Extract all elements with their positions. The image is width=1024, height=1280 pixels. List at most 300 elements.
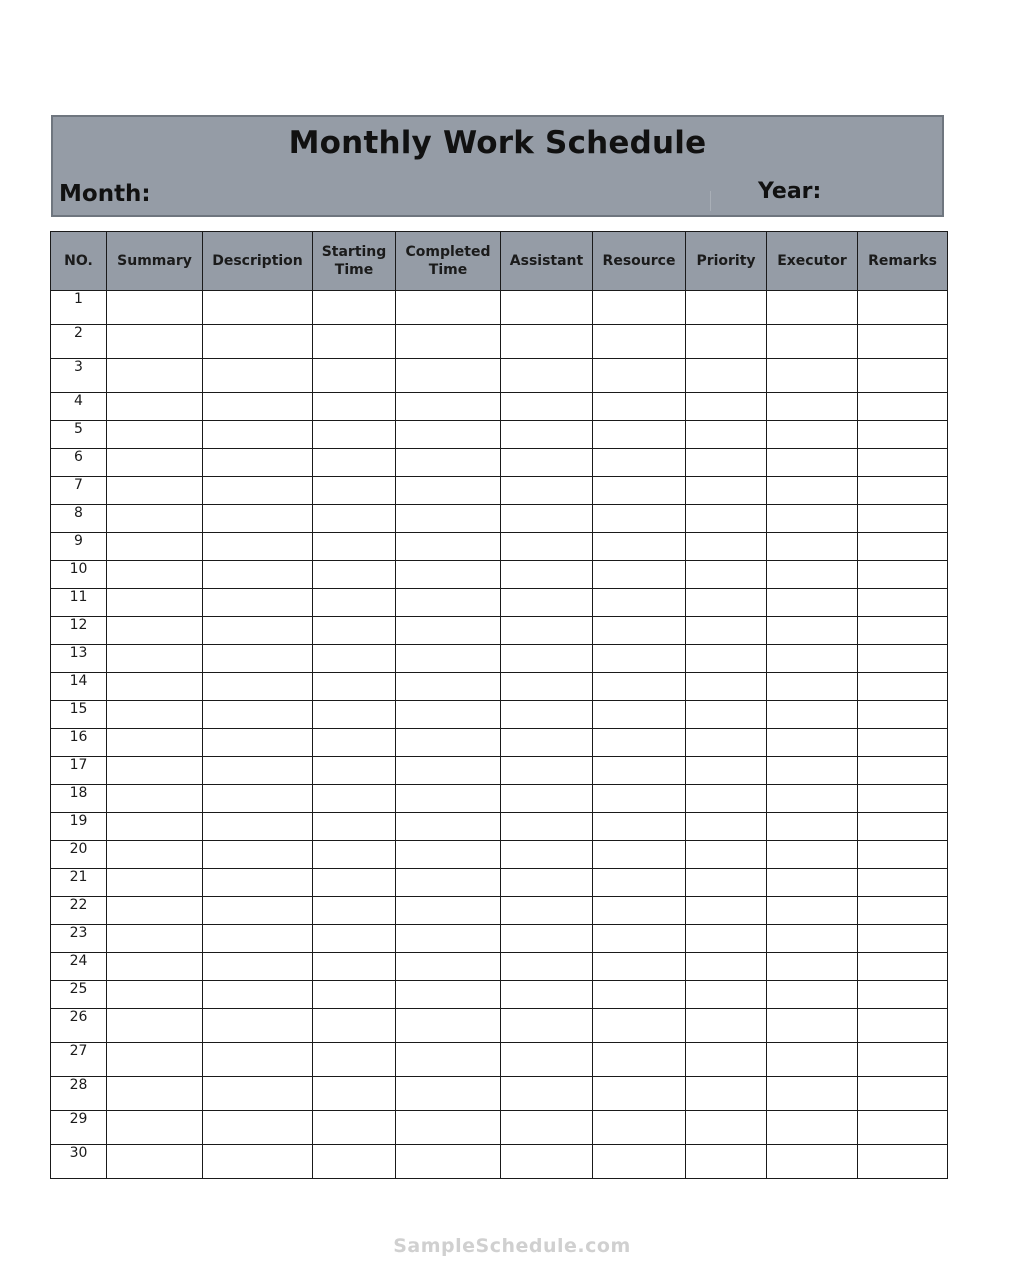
- table-cell[interactable]: [686, 1009, 767, 1043]
- row-number: 28: [51, 1077, 107, 1111]
- table-cell[interactable]: [501, 421, 593, 449]
- table-cell[interactable]: [767, 291, 858, 325]
- table-cell[interactable]: [593, 1043, 686, 1077]
- table-cell[interactable]: [593, 393, 686, 421]
- table-cell[interactable]: [593, 1009, 686, 1043]
- table-cell[interactable]: [396, 589, 501, 617]
- table-cell[interactable]: [858, 645, 948, 673]
- table-cell[interactable]: [767, 841, 858, 869]
- table-cell[interactable]: [501, 701, 593, 729]
- table-cell[interactable]: [313, 785, 396, 813]
- table-cell[interactable]: [501, 673, 593, 701]
- table-cell[interactable]: [593, 813, 686, 841]
- table-cell[interactable]: [107, 953, 203, 981]
- table-cell[interactable]: [686, 1043, 767, 1077]
- table-cell[interactable]: [858, 897, 948, 925]
- table-cell[interactable]: [396, 953, 501, 981]
- table-cell[interactable]: [767, 589, 858, 617]
- table-cell[interactable]: [203, 449, 313, 477]
- table-cell[interactable]: [858, 421, 948, 449]
- table-cell[interactable]: [501, 505, 593, 533]
- table-cell[interactable]: [396, 785, 501, 813]
- table-cell[interactable]: [593, 561, 686, 589]
- table-cell[interactable]: [107, 729, 203, 757]
- table-cell[interactable]: [593, 841, 686, 869]
- table-cell[interactable]: [593, 421, 686, 449]
- table-row: [51, 729, 948, 757]
- table-cell[interactable]: [686, 589, 767, 617]
- table-cell[interactable]: [501, 359, 593, 393]
- table-cell[interactable]: [593, 1111, 686, 1145]
- table-cell[interactable]: [313, 449, 396, 477]
- column-header-assistant: Assistant: [501, 232, 593, 291]
- table-cell[interactable]: [313, 291, 396, 325]
- table-cell[interactable]: [767, 673, 858, 701]
- table-cell[interactable]: [858, 757, 948, 785]
- table-cell[interactable]: [501, 589, 593, 617]
- table-cell[interactable]: [858, 291, 948, 325]
- table-cell[interactable]: [858, 785, 948, 813]
- table-cell[interactable]: [107, 1077, 203, 1111]
- table-cell[interactable]: [396, 325, 501, 359]
- table-cell[interactable]: [501, 813, 593, 841]
- table-cell[interactable]: [107, 1009, 203, 1043]
- table-cell[interactable]: [203, 393, 313, 421]
- table-cell[interactable]: [593, 981, 686, 1009]
- table-cell[interactable]: [203, 589, 313, 617]
- table-cell[interactable]: [686, 729, 767, 757]
- table-cell[interactable]: [593, 589, 686, 617]
- table-cell[interactable]: [767, 925, 858, 953]
- table-cell[interactable]: [313, 869, 396, 897]
- table-cell[interactable]: [107, 393, 203, 421]
- table-cell[interactable]: [203, 1111, 313, 1145]
- table-cell[interactable]: [767, 1009, 858, 1043]
- table-cell[interactable]: [313, 1111, 396, 1145]
- row-number: 29: [51, 1111, 107, 1145]
- table-cell[interactable]: [203, 617, 313, 645]
- row-number: 21: [51, 869, 107, 897]
- schedule-table: [50, 231, 948, 1179]
- table-cell[interactable]: [107, 533, 203, 561]
- table-row: [51, 785, 948, 813]
- table-cell[interactable]: [767, 813, 858, 841]
- table-cell[interactable]: [767, 1111, 858, 1145]
- table-cell[interactable]: [203, 813, 313, 841]
- table-cell[interactable]: [593, 925, 686, 953]
- table-cell[interactable]: [203, 421, 313, 449]
- table-cell[interactable]: [203, 291, 313, 325]
- table-cell[interactable]: [686, 785, 767, 813]
- table-cell[interactable]: [858, 925, 948, 953]
- table-cell[interactable]: [107, 617, 203, 645]
- table-cell[interactable]: [203, 757, 313, 785]
- table-cell[interactable]: [858, 841, 948, 869]
- table-cell[interactable]: [501, 757, 593, 785]
- table-cell[interactable]: [203, 1009, 313, 1043]
- table-cell[interactable]: [107, 785, 203, 813]
- table-cell[interactable]: [593, 533, 686, 561]
- table-cell[interactable]: [396, 1111, 501, 1145]
- table-cell[interactable]: [858, 1077, 948, 1111]
- column-header-completed-time: Completed Time: [396, 232, 501, 291]
- table-cell[interactable]: [396, 897, 501, 925]
- table-cell[interactable]: [203, 701, 313, 729]
- table-cell[interactable]: [767, 869, 858, 897]
- table-cell[interactable]: [593, 325, 686, 359]
- table-cell[interactable]: [593, 729, 686, 757]
- table-cell[interactable]: [107, 325, 203, 359]
- table-cell[interactable]: [501, 869, 593, 897]
- month-label: Month:: [59, 181, 151, 207]
- table-cell[interactable]: [313, 841, 396, 869]
- table-cell[interactable]: [313, 953, 396, 981]
- table-cell[interactable]: [686, 813, 767, 841]
- table-cell[interactable]: [858, 505, 948, 533]
- table-cell[interactable]: [313, 477, 396, 505]
- table-cell[interactable]: [501, 953, 593, 981]
- table-cell[interactable]: [313, 325, 396, 359]
- table-cell[interactable]: [593, 477, 686, 505]
- table-cell[interactable]: [593, 359, 686, 393]
- table-cell[interactable]: [593, 1145, 686, 1179]
- table-cell[interactable]: [686, 505, 767, 533]
- table-cell[interactable]: [767, 449, 858, 477]
- table-cell[interactable]: [501, 1043, 593, 1077]
- table-cell[interactable]: [593, 449, 686, 477]
- table-cell[interactable]: [767, 897, 858, 925]
- table-cell[interactable]: [107, 477, 203, 505]
- table-cell[interactable]: [501, 1009, 593, 1043]
- table-cell[interactable]: [501, 477, 593, 505]
- table-cell[interactable]: [203, 673, 313, 701]
- table-cell[interactable]: [686, 757, 767, 785]
- table-cell[interactable]: [686, 533, 767, 561]
- table-cell[interactable]: [767, 561, 858, 589]
- table-cell[interactable]: [501, 925, 593, 953]
- table-cell[interactable]: [313, 1043, 396, 1077]
- table-cell[interactable]: [107, 813, 203, 841]
- table-cell[interactable]: [593, 1077, 686, 1111]
- table-cell[interactable]: [767, 325, 858, 359]
- row-number: 26: [51, 1009, 107, 1043]
- table-cell[interactable]: [593, 953, 686, 981]
- table-cell[interactable]: [313, 701, 396, 729]
- table-cell[interactable]: [858, 533, 948, 561]
- table-cell[interactable]: [686, 981, 767, 1009]
- table-cell[interactable]: [767, 785, 858, 813]
- table-cell[interactable]: [313, 925, 396, 953]
- table-cell[interactable]: [501, 785, 593, 813]
- table-cell[interactable]: [686, 561, 767, 589]
- table-cell[interactable]: [686, 421, 767, 449]
- table-cell[interactable]: [107, 869, 203, 897]
- table-cell[interactable]: [767, 533, 858, 561]
- table-cell[interactable]: [767, 1145, 858, 1179]
- table-cell[interactable]: [396, 561, 501, 589]
- table-cell[interactable]: [396, 673, 501, 701]
- watermark-text: SampleSchedule.com: [393, 1235, 631, 1257]
- table-cell[interactable]: [858, 1009, 948, 1043]
- table-cell[interactable]: [686, 645, 767, 673]
- table-cell[interactable]: [593, 617, 686, 645]
- table-cell[interactable]: [858, 477, 948, 505]
- table-cell[interactable]: [396, 729, 501, 757]
- table-cell[interactable]: [858, 393, 948, 421]
- table-cell[interactable]: [203, 477, 313, 505]
- table-cell[interactable]: [858, 359, 948, 393]
- table-cell[interactable]: [313, 1077, 396, 1111]
- title-banner: [51, 115, 944, 217]
- table-cell[interactable]: [686, 701, 767, 729]
- row-number: 19: [51, 813, 107, 841]
- table-cell[interactable]: [686, 953, 767, 981]
- table-cell[interactable]: [203, 1043, 313, 1077]
- table-cell[interactable]: [686, 449, 767, 477]
- table-cell[interactable]: [313, 1145, 396, 1179]
- table-cell[interactable]: [203, 953, 313, 981]
- table-cell[interactable]: [858, 449, 948, 477]
- table-cell[interactable]: [313, 561, 396, 589]
- table-cell[interactable]: [107, 561, 203, 589]
- table-cell[interactable]: [501, 1145, 593, 1179]
- table-cell[interactable]: [203, 897, 313, 925]
- table-cell[interactable]: [686, 477, 767, 505]
- table-cell[interactable]: [396, 1009, 501, 1043]
- table-cell[interactable]: [396, 841, 501, 869]
- table-row: [51, 449, 948, 477]
- table-cell[interactable]: [767, 981, 858, 1009]
- table-cell[interactable]: [501, 325, 593, 359]
- table-row: [51, 505, 948, 533]
- table-cell[interactable]: [107, 1043, 203, 1077]
- table-cell[interactable]: [313, 589, 396, 617]
- table-cell[interactable]: [593, 673, 686, 701]
- table-cell[interactable]: [858, 813, 948, 841]
- table-cell[interactable]: [396, 813, 501, 841]
- table-cell[interactable]: [396, 533, 501, 561]
- table-cell[interactable]: [858, 1111, 948, 1145]
- table-cell[interactable]: [686, 673, 767, 701]
- table-cell[interactable]: [501, 291, 593, 325]
- table-cell[interactable]: [203, 325, 313, 359]
- table-cell[interactable]: [767, 393, 858, 421]
- table-cell[interactable]: [767, 1077, 858, 1111]
- table-cell[interactable]: [858, 589, 948, 617]
- table-cell[interactable]: [313, 505, 396, 533]
- table-cell[interactable]: [858, 617, 948, 645]
- table-cell[interactable]: [107, 645, 203, 673]
- table-cell[interactable]: [203, 561, 313, 589]
- table-cell[interactable]: [858, 673, 948, 701]
- table-cell[interactable]: [858, 1043, 948, 1077]
- table-cell[interactable]: [767, 701, 858, 729]
- table-cell[interactable]: [313, 359, 396, 393]
- table-cell[interactable]: [767, 421, 858, 449]
- table-cell[interactable]: [686, 325, 767, 359]
- table-cell[interactable]: [107, 757, 203, 785]
- table-cell[interactable]: [593, 645, 686, 673]
- table-row: [51, 897, 948, 925]
- table-cell[interactable]: [203, 505, 313, 533]
- table-cell[interactable]: [767, 729, 858, 757]
- table-cell[interactable]: [203, 1077, 313, 1111]
- table-cell[interactable]: [107, 449, 203, 477]
- table-row: [51, 1145, 948, 1179]
- table-cell[interactable]: [396, 505, 501, 533]
- table-cell[interactable]: [767, 953, 858, 981]
- page-title: Monthly Work Schedule: [288, 125, 707, 161]
- table-cell[interactable]: [501, 533, 593, 561]
- year-label: Year:: [758, 179, 822, 204]
- table-cell[interactable]: [501, 729, 593, 757]
- table-cell[interactable]: [313, 1009, 396, 1043]
- table-cell[interactable]: [107, 1145, 203, 1179]
- table-cell[interactable]: [593, 869, 686, 897]
- table-cell[interactable]: [107, 589, 203, 617]
- table-cell[interactable]: [203, 869, 313, 897]
- table-cell[interactable]: [501, 617, 593, 645]
- table-cell[interactable]: [767, 505, 858, 533]
- table-cell[interactable]: [858, 1145, 948, 1179]
- table-cell[interactable]: [313, 673, 396, 701]
- table-cell[interactable]: [396, 291, 501, 325]
- table-cell[interactable]: [107, 421, 203, 449]
- table-cell[interactable]: [396, 617, 501, 645]
- table-cell[interactable]: [858, 561, 948, 589]
- table-cell[interactable]: [396, 925, 501, 953]
- table-cell[interactable]: [107, 359, 203, 393]
- table-cell[interactable]: [313, 617, 396, 645]
- table-cell[interactable]: [107, 291, 203, 325]
- table-cell[interactable]: [313, 533, 396, 561]
- table-cell[interactable]: [686, 617, 767, 645]
- table-cell[interactable]: [501, 645, 593, 673]
- table-cell[interactable]: [396, 981, 501, 1009]
- table-cell[interactable]: [396, 1043, 501, 1077]
- row-number: 11: [51, 589, 107, 617]
- table-cell[interactable]: [501, 897, 593, 925]
- table-cell[interactable]: [686, 359, 767, 393]
- row-number: 25: [51, 981, 107, 1009]
- table-cell[interactable]: [396, 421, 501, 449]
- table-cell[interactable]: [501, 393, 593, 421]
- table-cell[interactable]: [313, 729, 396, 757]
- table-cell[interactable]: [396, 1145, 501, 1179]
- table-cell[interactable]: [396, 757, 501, 785]
- table-row: [51, 673, 948, 701]
- table-cell[interactable]: [858, 325, 948, 359]
- table-cell[interactable]: [593, 757, 686, 785]
- table-cell[interactable]: [203, 981, 313, 1009]
- table-cell[interactable]: [313, 757, 396, 785]
- table-cell[interactable]: [593, 701, 686, 729]
- table-cell[interactable]: [858, 869, 948, 897]
- table-cell[interactable]: [313, 645, 396, 673]
- table-cell[interactable]: [313, 813, 396, 841]
- table-cell[interactable]: [858, 953, 948, 981]
- table-cell[interactable]: [686, 1145, 767, 1179]
- table-cell[interactable]: [593, 291, 686, 325]
- table-cell[interactable]: [686, 869, 767, 897]
- table-cell[interactable]: [203, 645, 313, 673]
- table-cell[interactable]: [203, 729, 313, 757]
- table-cell[interactable]: [107, 701, 203, 729]
- column-header-description: Description: [203, 232, 313, 291]
- table-cell[interactable]: [396, 701, 501, 729]
- table-cell[interactable]: [203, 359, 313, 393]
- table-cell[interactable]: [686, 925, 767, 953]
- table-cell[interactable]: [686, 291, 767, 325]
- table-cell[interactable]: [396, 645, 501, 673]
- table-cell[interactable]: [501, 561, 593, 589]
- table-cell[interactable]: [396, 393, 501, 421]
- table-cell[interactable]: [203, 925, 313, 953]
- table-row: [51, 869, 948, 897]
- table-cell[interactable]: [501, 981, 593, 1009]
- table-cell[interactable]: [858, 701, 948, 729]
- table-cell[interactable]: [203, 1145, 313, 1179]
- table-cell[interactable]: [686, 841, 767, 869]
- column-header-remarks: Remarks: [858, 232, 948, 291]
- table-cell[interactable]: [686, 1077, 767, 1111]
- table-cell[interactable]: [767, 645, 858, 673]
- table-cell[interactable]: [203, 785, 313, 813]
- table-cell[interactable]: [396, 1077, 501, 1111]
- table-cell[interactable]: [396, 359, 501, 393]
- table-cell[interactable]: [107, 925, 203, 953]
- table-cell[interactable]: [858, 981, 948, 1009]
- table-cell[interactable]: [593, 505, 686, 533]
- table-cell[interactable]: [501, 1077, 593, 1111]
- table-cell[interactable]: [313, 897, 396, 925]
- table-cell[interactable]: [107, 981, 203, 1009]
- table-cell[interactable]: [593, 785, 686, 813]
- table-cell[interactable]: [107, 841, 203, 869]
- table-cell[interactable]: [313, 421, 396, 449]
- table-cell[interactable]: [767, 359, 858, 393]
- table-cell[interactable]: [767, 1043, 858, 1077]
- table-cell[interactable]: [501, 1111, 593, 1145]
- table-cell[interactable]: [767, 617, 858, 645]
- table-cell[interactable]: [107, 673, 203, 701]
- table-cell[interactable]: [107, 897, 203, 925]
- table-cell[interactable]: [396, 477, 501, 505]
- table-body: [51, 291, 948, 1179]
- table-cell[interactable]: [107, 505, 203, 533]
- table-row: [51, 421, 948, 449]
- table-cell[interactable]: [767, 757, 858, 785]
- table-cell[interactable]: [686, 1111, 767, 1145]
- row-number: 17: [51, 757, 107, 785]
- table-cell[interactable]: [203, 533, 313, 561]
- table-cell[interactable]: [313, 393, 396, 421]
- table-cell[interactable]: [501, 449, 593, 477]
- table-cell[interactable]: [593, 897, 686, 925]
- table-cell[interactable]: [767, 477, 858, 505]
- table-cell[interactable]: [858, 729, 948, 757]
- table-cell[interactable]: [396, 449, 501, 477]
- table-cell[interactable]: [107, 1111, 203, 1145]
- table-row: [51, 477, 948, 505]
- table-cell[interactable]: [501, 841, 593, 869]
- table-cell[interactable]: [396, 869, 501, 897]
- table-row: [51, 617, 948, 645]
- table-cell[interactable]: [686, 897, 767, 925]
- table-cell[interactable]: [203, 841, 313, 869]
- table-cell[interactable]: [686, 393, 767, 421]
- table-cell[interactable]: [313, 981, 396, 1009]
